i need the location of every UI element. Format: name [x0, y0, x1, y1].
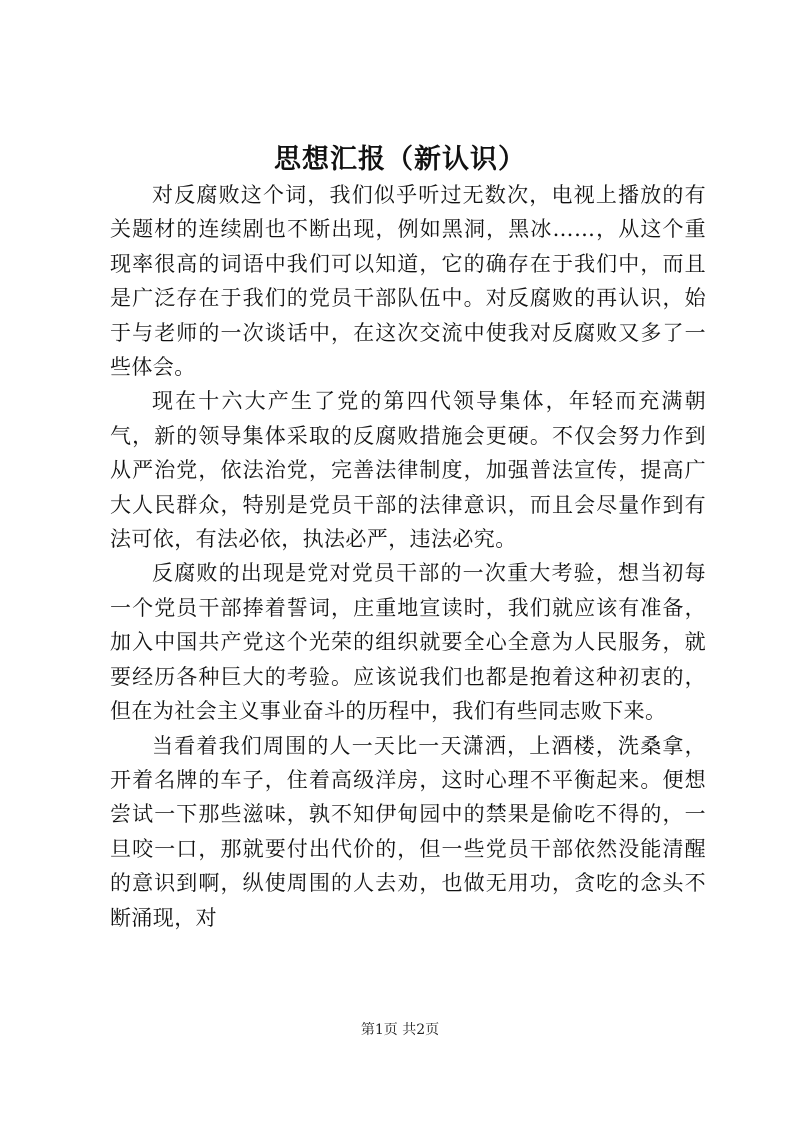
- paragraph-3: 反腐败的出现是党对党员干部的一次重大考验，想当初每一个党员干部捧着誓词，庄重地宣读时，我们就应该有准备，加入中国共产党这个光荣的组织就要全心全意为人民服务，就要经历各种巨大的考验。应该说我们也都是抱着这种初衷的，但在为社会主义事业奋斗的历程中，我们有些同志败下来。: [110, 561, 706, 724]
- paragraph-1: 对反腐败这个词，我们似乎听过无数次，电视上播放的有关题材的连续剧也不断出现，例如黑洞，黑冰……，从这个重现率很高的词语中我们可以知道，它的确存在于我们中，而且是广泛存在于我们的党员干部队伍中。对反腐败的再认识，始于与老师的一次谈话中，在这次交流中使我对反腐败又多了一些体会。: [110, 183, 706, 380]
- paragraph-2: 现在十六大产生了党的第四代领导集体，年轻而充满朝气，新的领导集体采取的反腐败措施会更硬。不仅会努力作到从严治党，依法治党，完善法律制度，加强普法宣传，提高广大人民群众，特别是党员干部的法律意识，而且会尽量作到有法可依，有法必依，执法必严，违法必究。: [110, 389, 706, 552]
- paragraph-4: 当看着我们周围的人一天比一天潇洒，上酒楼，洗桑拿，开着名牌的车子，住着高级洋房，这时心理不平衡起来。便想尝试一下那些滋味，孰不知伊甸园中的禁果是偷吃不得的，一旦咬一口，那就要付出代价的，但一些党员干部依然没能清醒的意识到啊，纵使周围的人去劝，也做无用功，贪吃的念头不断涌现，对: [110, 733, 706, 930]
- page-number-footer: 第1页 共2页: [360, 1022, 440, 1038]
- document-body: [110, 178, 706, 935]
- document-title: 思想汇报（新认识）: [274, 144, 526, 175]
